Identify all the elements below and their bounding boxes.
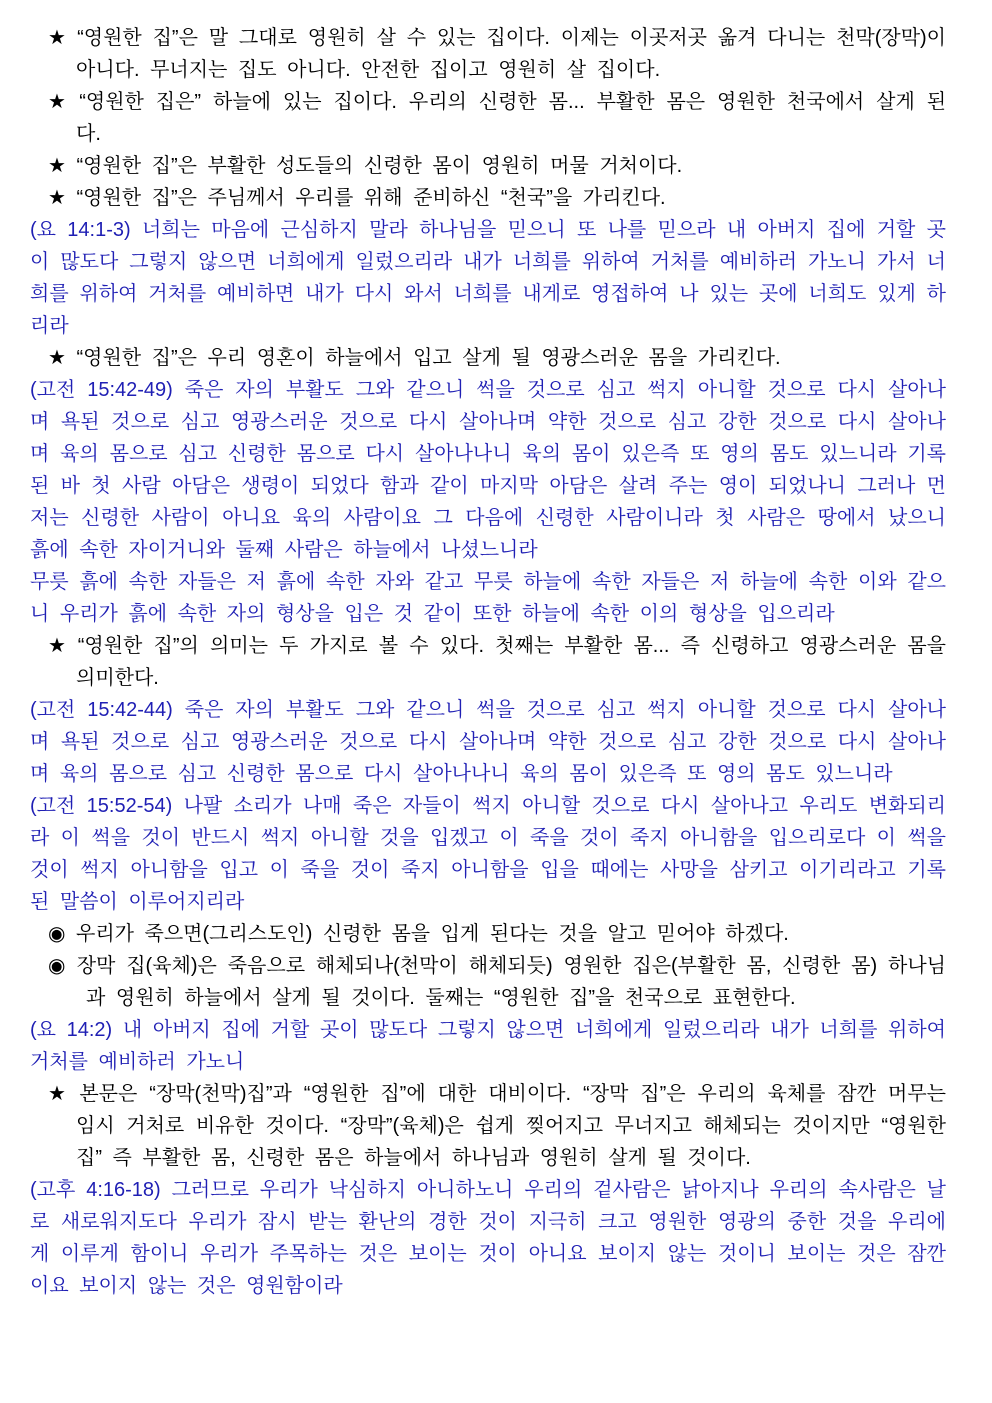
paragraph-text: 본문은 “장막(천막)집”과 “영원한 집”에 대한 대비이다. “장막 집”은 우리의 육체를 잠깐 머무는 임시 거처로 비유한 것이다. “장막”(육체)은 쉽게 찢어지고 무너지고 해체되는 것이지만 “영원한 집” 즉 부활한 몸, 신령한 몸은 하늘에서 하나님과 영원히 살게 될 것이다. <box>76 1083 946 1169</box>
star-note-paragraph <box>30 342 946 374</box>
fisheye-bullet-icon: ◉ <box>48 923 66 945</box>
paragraph-text: “영원한 집”은 부활한 성도들의 신령한 몸이 영원히 머물 거처이다. <box>76 155 683 177</box>
scripture-quote-paragraph: (요 14:2) 내 아버지 집에 거할 곳이 많도다 그렇지 않으면 너희에게 일렀으리라 내가 너희를 위하여 거처를 예비하러 가노니 <box>30 1019 946 1073</box>
paragraph-text: “영원한 집”은 주님께서 우리를 위해 준비하신 “천국”을 가리킨다. <box>76 187 666 209</box>
scripture-quote-paragraph: (고전 15:52-54) 나팔 소리가 나매 죽은 자들이 썩지 아니할 것으로 다시 살아나고 우리도 변화되리라 이 썩을 것이 반드시 썩지 아니할 것을 입겠고 이 죽을 것이 죽지 아니함을 입으리로다 이 썩을 것이 썩지 아니함을 입고 이 죽을 것이 죽지 아니함을 입을 때에는 사망을 삼키고 이기리라고 기록된 말씀이 이루어지리라 <box>30 795 946 913</box>
star-bullet-icon: ★ <box>48 27 67 49</box>
scripture-quote-paragraph: (고전 15:42-44) 죽은 자의 부활도 그와 같으니 썩을 것으로 심고 썩지 아니할 것으로 다시 살아나며 욕된 것으로 심고 영광스러운 것으로 다시 살아나며 약한 것으로 심고 강한 것으로 다시 살아나며 육의 몸으로 심고 신령한 몸으로 다시 살아나나니 육의 몸이 있은즉 또 영의 몸도 있느니라 <box>30 699 946 785</box>
star-bullet-icon: ★ <box>48 155 66 177</box>
star-bullet-icon: ★ <box>48 187 66 209</box>
star-note-paragraph <box>30 1078 946 1174</box>
scripture-quote-paragraph: (고후 4:16-18) 그러므로 우리가 낙심하지 아니하노니 우리의 겉사람은 낡아지나 우리의 속사람은 날로 새로워지도다 우리가 잠시 받는 환난의 경한 것이 지극히 크고 영원한 영광의 중한 것을 우리에게 이루게 함이니 우리가 주목하는 것은 보이는 것이 아니요 보이지 않는 것이니 보이는 것은 잠깐이요 보이지 않는 것은 영원함이라 <box>30 1179 946 1297</box>
paragraph-text: “영원한 집”의 의미는 두 가지로 볼 수 있다. 첫째는 부활한 몸... 즉 신령하고 영광스러운 몸을 의미한다. <box>76 635 946 689</box>
star-note-paragraph <box>30 150 946 182</box>
star-bullet-icon: ★ <box>48 1083 68 1105</box>
star-note-paragraph <box>30 182 946 214</box>
scripture-quote-paragraph: (요 14:1-3) 너희는 마음에 근심하지 말라 하나님을 믿으니 또 나를 믿으라 내 아버지 집에 거할 곳이 많도다 그렇지 않으면 너희에게 일렀으리라 내가 너희를 위하여 거처를 예비하러 가노니 가서 너희를 위하여 거처를 예비하면 내가 다시 와서 너희를 내게로 영접하여 나 있는 곳에 너희도 있게 하리라 <box>30 219 946 337</box>
star-bullet-icon: ★ <box>48 91 68 113</box>
star-note-paragraph <box>30 86 946 150</box>
star-note-paragraph <box>30 630 946 694</box>
star-bullet-icon: ★ <box>48 347 66 369</box>
fisheye-bullet-icon: ◉ <box>48 955 66 977</box>
star-note-paragraph <box>30 22 946 86</box>
scripture-quote-paragraph: (고전 15:42-49) 죽은 자의 부활도 그와 같으니 썩을 것으로 심고 썩지 아니할 것으로 다시 살아나며 욕된 것으로 심고 영광스러운 것으로 다시 살아나며 약한 것으로 심고 강한 것으로 다시 살아나며 육의 몸으로 심고 신령한 몸으로 다시 살아나나니 육의 몸이 있은즉 또 영의 몸도 있느니라 기록된 바 첫 사람 아담은 생령이 되었다 함과 같이 마지막 아담은 살려 주는 영이 되었나니 그러나 먼저는 신령한 사람이 아니요 육의 사람이요 그 다음에 신령한 사람이니라 첫 사람은 땅에서 났으니 흙에 속한 자이거니와 둘째 사람은 하늘에서 나셨느니라 <box>30 379 946 561</box>
scripture-quote-paragraph: 무릇 흙에 속한 자들은 저 흙에 속한 자와 같고 무릇 하늘에 속한 자들은 저 하늘에 속한 이와 같으니 우리가 흙에 속한 자의 형상을 입은 것 같이 또한 하늘에 속한 이의 형상을 입으리라 <box>30 571 946 625</box>
circle-point-paragraph <box>30 950 946 1014</box>
paragraph-text: “영원한 집”은 우리 영혼이 하늘에서 입고 살게 될 영광스러운 몸을 가리킨다. <box>76 347 781 369</box>
paragraph-text: 장막 집(육체)은 죽음으로 해체되나(천막이 해체되듯) 영원한 집은(부활한 몸, 신령한 몸) 하나님과 영원히 하늘에서 살게 될 것이다. 둘째는 “영원한 집”을 천국으로 표현한다. <box>76 955 946 1009</box>
circle-point-paragraph <box>30 918 946 950</box>
paragraph-text: 우리가 죽으면(그리스도인) 신령한 몸을 입게 된다는 것을 알고 믿어야 하겠다. <box>76 923 789 945</box>
paragraph-text: “영원한 집”은 말 그대로 영원히 살 수 있는 집이다. 이제는 이곳저곳 옮겨 다니는 천막(장막)이 아니다. 무너지는 집도 아니다. 안전한 집이고 영원히 살 집이다. <box>76 27 947 81</box>
star-bullet-icon: ★ <box>48 635 67 657</box>
paragraph-text: “영원한 집은” 하늘에 있는 집이다. 우리의 신령한 몸... 부활한 몸은 영원한 천국에서 살게 된다. <box>76 91 947 145</box>
